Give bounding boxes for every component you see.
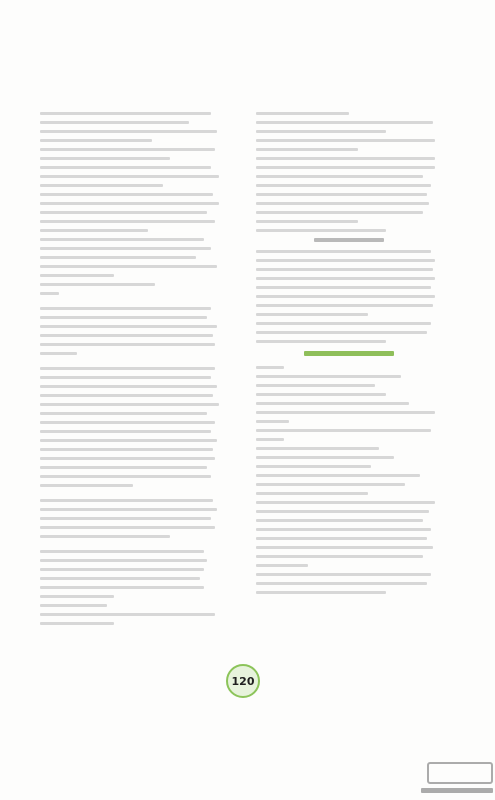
text-line xyxy=(256,375,401,378)
text-line xyxy=(256,166,435,169)
text-line xyxy=(40,475,211,478)
text-line xyxy=(256,175,423,178)
text-line xyxy=(256,121,433,124)
text-line xyxy=(40,121,189,124)
text-line xyxy=(40,148,215,151)
text-line xyxy=(256,130,386,133)
text-line xyxy=(40,307,211,310)
text-line xyxy=(40,157,170,160)
text-line xyxy=(40,343,215,346)
text-line xyxy=(256,211,423,214)
text-line xyxy=(40,550,204,553)
watermark-url xyxy=(421,788,493,793)
text-line xyxy=(40,211,207,214)
text-line xyxy=(256,268,433,271)
text-line xyxy=(256,193,427,196)
text-line xyxy=(40,367,215,370)
text-line xyxy=(40,175,219,178)
text-line xyxy=(256,573,431,576)
site-watermark-logo xyxy=(407,758,493,796)
text-line xyxy=(40,535,170,538)
page-number-badge xyxy=(226,664,260,698)
text-line xyxy=(40,457,215,460)
text-line xyxy=(40,325,217,328)
text-line xyxy=(256,591,386,594)
text-line xyxy=(40,604,107,607)
text-line xyxy=(40,577,200,580)
text-line xyxy=(40,352,77,355)
text-line xyxy=(40,265,217,268)
text-line xyxy=(40,139,152,142)
text-line xyxy=(40,568,204,571)
left-column xyxy=(40,112,226,631)
text-line xyxy=(256,331,427,334)
text-line xyxy=(256,519,423,522)
text-line xyxy=(40,112,211,115)
text-line xyxy=(40,595,114,598)
text-line xyxy=(40,439,217,442)
text-line xyxy=(256,286,431,289)
text-line xyxy=(256,148,358,151)
text-line xyxy=(256,438,284,441)
text-line xyxy=(40,484,133,487)
text-line xyxy=(256,229,386,232)
text-line xyxy=(256,393,386,396)
text-line xyxy=(40,499,213,502)
text-line xyxy=(40,220,215,223)
text-line xyxy=(40,517,211,520)
page-number: 120 xyxy=(231,674,255,688)
text-line xyxy=(256,112,349,115)
text-line xyxy=(40,283,155,286)
text-line xyxy=(256,313,368,316)
text-line xyxy=(40,394,213,397)
right-column xyxy=(256,112,442,600)
text-line xyxy=(256,322,431,325)
text-line xyxy=(40,166,211,169)
text-line xyxy=(256,220,358,223)
text-line xyxy=(256,139,435,142)
text-line xyxy=(40,448,213,451)
text-line xyxy=(40,238,204,241)
text-line xyxy=(256,483,405,486)
text-line xyxy=(40,274,114,277)
text-line xyxy=(256,295,435,298)
text-line xyxy=(256,340,386,343)
text-line xyxy=(40,586,204,589)
text-line xyxy=(40,202,219,205)
text-line xyxy=(40,622,114,625)
text-line xyxy=(256,492,368,495)
text-line xyxy=(40,247,211,250)
text-line xyxy=(256,555,423,558)
text-line xyxy=(256,277,435,280)
text-line xyxy=(256,366,284,369)
text-line xyxy=(256,384,375,387)
text-line xyxy=(40,526,215,529)
text-line xyxy=(256,474,420,477)
text-line xyxy=(256,447,379,450)
text-line xyxy=(256,411,435,414)
text-line xyxy=(256,259,435,262)
text-line xyxy=(40,229,148,232)
text-line xyxy=(40,466,207,469)
text-line xyxy=(256,510,429,513)
watermark-mark xyxy=(427,762,493,784)
text-line xyxy=(256,582,427,585)
text-line xyxy=(40,184,163,187)
text-line xyxy=(40,508,217,511)
text-line xyxy=(40,430,211,433)
text-line xyxy=(256,465,371,468)
text-line xyxy=(256,501,435,504)
text-line xyxy=(40,559,207,562)
section-title-bar xyxy=(304,351,394,356)
text-line xyxy=(256,537,427,540)
text-line xyxy=(256,184,431,187)
text-line xyxy=(40,376,211,379)
text-line xyxy=(40,421,215,424)
text-line xyxy=(40,256,196,259)
text-line xyxy=(256,157,435,160)
text-line xyxy=(256,528,431,531)
text-line xyxy=(40,403,219,406)
text-line xyxy=(256,402,409,405)
text-line xyxy=(256,304,433,307)
text-line xyxy=(40,613,215,616)
text-line xyxy=(256,546,433,549)
text-line xyxy=(40,316,207,319)
text-line xyxy=(256,250,431,253)
subsection-heading xyxy=(314,238,384,242)
text-line xyxy=(40,193,213,196)
text-line xyxy=(40,412,207,415)
text-line xyxy=(40,334,213,337)
text-line xyxy=(40,292,59,295)
text-line xyxy=(40,130,217,133)
text-line xyxy=(256,564,308,567)
text-line xyxy=(256,456,394,459)
text-line xyxy=(256,429,431,432)
text-line xyxy=(256,420,289,423)
text-line xyxy=(256,202,429,205)
text-line xyxy=(40,385,217,388)
